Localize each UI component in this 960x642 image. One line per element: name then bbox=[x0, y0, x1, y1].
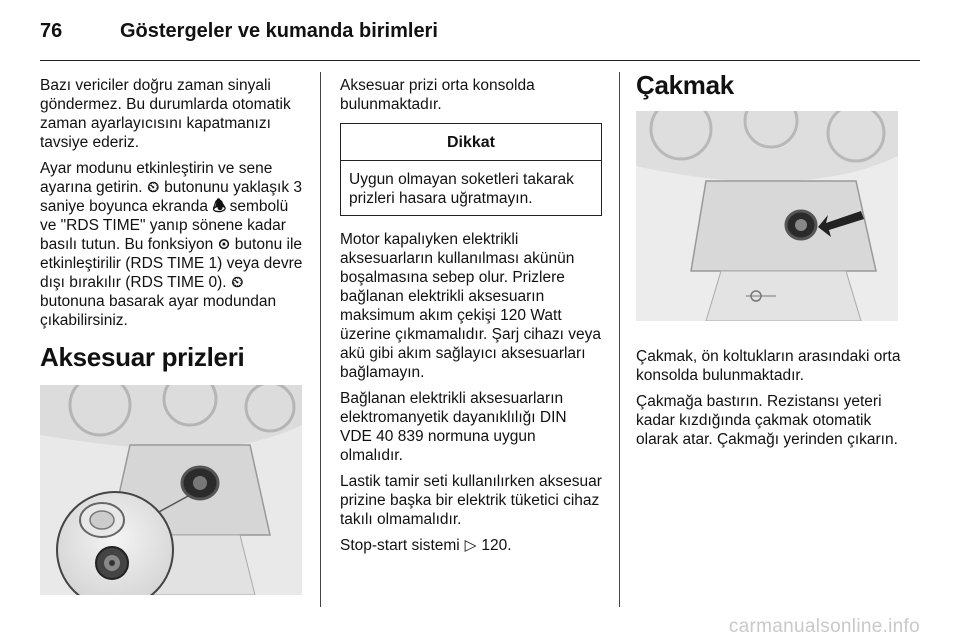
paragraph-socket-location: Aksesuar prizi orta konsolda bulunmaktadır. bbox=[340, 77, 535, 113]
caution-title: Dikkat bbox=[341, 124, 601, 161]
column-2 bbox=[340, 76, 602, 562]
clock-icon: ⏲ bbox=[231, 274, 244, 291]
header-rule bbox=[40, 60, 920, 61]
page-ref-link[interactable]: 120. bbox=[481, 537, 512, 554]
caution-text: Uygun olmayan soketleri takarak prizleri hasara uğratmayın. bbox=[349, 171, 574, 207]
paragraph-emc: Bağlanan elektrikli aksesuarların elektromanyetik dayanıklılığı DIN VDE 40 839 normuna uygun olmalıdır. bbox=[340, 390, 567, 464]
heading-accessory-sockets: Aksesuar prizleri bbox=[40, 342, 245, 372]
chapter-title: Göstergeler ve kumanda birimleri bbox=[120, 20, 438, 42]
watermark: carmanualsonline.info bbox=[728, 616, 920, 637]
column-3 bbox=[636, 70, 902, 456]
paragraph-rds-steps: Ayar modunu etkinleştirin ve sene ayarına getirin. ⏲ butonunu yaklaşık 3 saniye boyunca ekranda 🕭 sembolü ve "RDS TIME" yanıp sönene kadar basılı tutun. Bu fonksiyon ⊙ butonu ile etkinleştirilir (RDS TIME 1) veya devre dışı bırakılır (RDS TIME 0). ⏲ butonuna basarak ayar modundan çıkabilirsiniz. bbox=[40, 160, 303, 329]
cigarette-lighter-illustration bbox=[636, 111, 898, 321]
paragraph-lighter-usage: Çakmağa bastırın. Rezistansı yeteri kadar kızdığında çakmak otomatik olarak atar. Çakmağı yerinden çıkarın. bbox=[636, 393, 898, 448]
page-header bbox=[40, 20, 920, 60]
accessory-socket-illustration bbox=[40, 385, 302, 595]
paragraph-tyre-repair: Lastik tamir seti kullanılırken aksesuar prizine başka bir elektrik tüketici cihaz takılı olmamalıdır. bbox=[340, 473, 602, 528]
paragraph-rds-intro: Bazı vericiler doğru zaman sinyali göndermez. Bu durumlarda otomatik zaman ayarlayıcısını kapatmanızı tavsiye ederiz. bbox=[40, 77, 291, 151]
paragraph-lighter-location: Çakmak, ön koltukların arasındaki orta konsolda bulunmaktadır. bbox=[636, 348, 901, 384]
column-divider bbox=[619, 72, 620, 607]
page-ref-arrow-icon: ▷ bbox=[464, 537, 477, 554]
page-number: 76 bbox=[40, 20, 63, 42]
column-1 bbox=[40, 76, 306, 595]
clock-icon: ⏲ bbox=[147, 179, 160, 196]
paragraph-stop-start-ref: Stop-start sistemi ▷ 120. bbox=[340, 537, 512, 554]
heading-cigarette-lighter: Çakmak bbox=[636, 70, 734, 100]
caution-box bbox=[340, 123, 602, 216]
rds-symbol-icon: 🕭 bbox=[212, 198, 227, 215]
knob-icon: ⊙ bbox=[217, 236, 231, 253]
column-divider bbox=[320, 72, 321, 607]
paragraph-battery-warning: Motor kapalıyken elektrikli aksesuarların kullanılması akünün boşalmasına sebep olur. Prizlere bağlanan elektrikli aksesuarın maksimum akım çekişi 120 Watt üzerine çıkmamalıdır. Şarj cihazı veya akü gibi akım sağlayıcı aksesuarları bağlamayın. bbox=[340, 231, 602, 381]
